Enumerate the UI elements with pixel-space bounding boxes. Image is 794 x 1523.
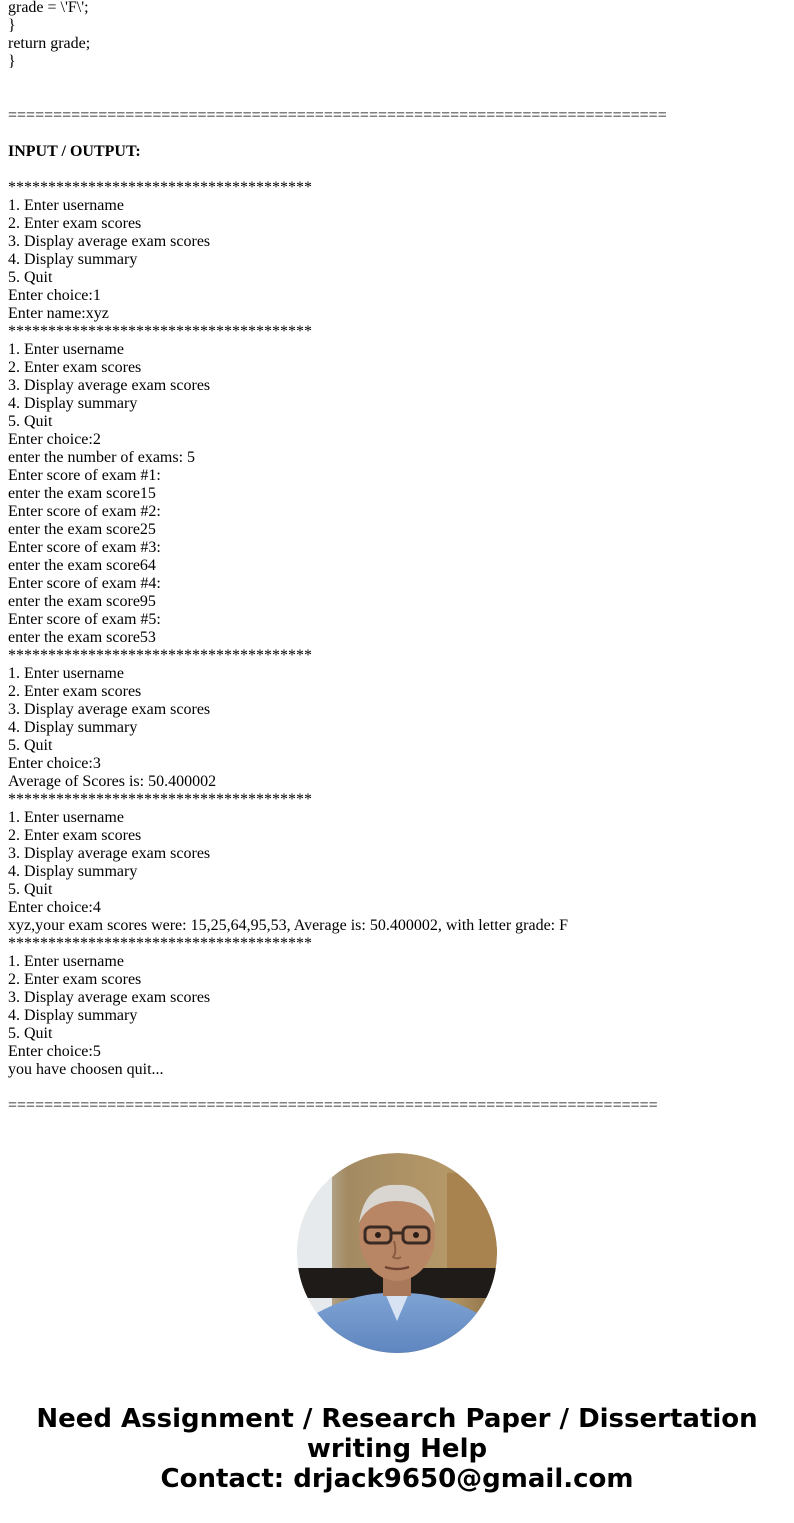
cta-contact: Contact: drjack9650@gmail.com	[160, 1464, 634, 1494]
menu-option: 4. Display summary	[8, 395, 138, 412]
console-line: Enter choice:2	[8, 431, 101, 448]
menu-option: 2. Enter exam scores	[8, 683, 142, 700]
console-transcript	[8, 179, 788, 1079]
console-line: Enter score of exam #5:	[8, 611, 161, 628]
menu-option: 3. Display average exam scores	[8, 845, 211, 862]
stars-divider: **************************************	[8, 323, 312, 340]
menu-option: 2. Enter exam scores	[8, 359, 142, 376]
cta-line-1: Need Assignment / Research Paper / Dissertation	[36, 1404, 758, 1434]
menu-option: 4. Display summary	[8, 719, 138, 736]
menu-option: 5. Quit	[8, 413, 53, 430]
stars-divider: **************************************	[8, 647, 312, 664]
menu-option: 3. Display average exam scores	[8, 701, 211, 718]
console-line: enter the exam score53	[8, 629, 156, 646]
console-line: Enter choice:3	[8, 755, 101, 772]
menu-option: 4. Display summary	[8, 1007, 138, 1024]
code-line: }	[8, 53, 16, 70]
console-line: enter the exam score15	[8, 485, 156, 502]
menu-option: 5. Quit	[8, 737, 53, 754]
menu-option: 5. Quit	[8, 881, 53, 898]
console-line: Enter name:xyz	[8, 305, 109, 322]
session-block	[8, 935, 788, 1079]
menu-option: 2. Enter exam scores	[8, 215, 142, 232]
session-block	[8, 179, 788, 323]
menu-option: 3. Display average exam scores	[8, 989, 211, 1006]
console-line: enter the exam score95	[8, 593, 156, 610]
code-line: grade = \'F\';	[8, 0, 89, 16]
menu-option: 2. Enter exam scores	[8, 827, 142, 844]
menu-option: 3. Display average exam scores	[8, 233, 211, 250]
console-line: Enter score of exam #2:	[8, 503, 161, 520]
code-line: }	[8, 17, 16, 34]
menu-option: 4. Display summary	[8, 251, 138, 268]
code-tail	[8, 0, 788, 71]
console-line: Average of Scores is: 50.400002	[8, 773, 217, 790]
stars-divider: **************************************	[8, 179, 312, 196]
menu-option: 1. Enter username	[8, 197, 124, 214]
console-line: Enter score of exam #1:	[8, 467, 161, 484]
console-line: Enter choice:1	[8, 287, 101, 304]
menu-option: 4. Display summary	[8, 863, 138, 880]
call-to-action	[0, 1404, 794, 1494]
console-line: Enter score of exam #3:	[8, 539, 161, 556]
menu-option: 1. Enter username	[8, 953, 124, 970]
document-body	[8, 0, 788, 1115]
console-line: xyz,your exam scores were: 15,25,64,95,53, Average is: 50.400002, with letter grade: F	[8, 917, 569, 934]
menu-option: 2. Enter exam scores	[8, 971, 142, 988]
session-block	[8, 323, 788, 647]
stars-divider: **************************************	[8, 791, 312, 808]
console-line: Enter choice:5	[8, 1043, 101, 1060]
cta-line-2: writing Help	[306, 1434, 488, 1464]
menu-option: 1. Enter username	[8, 665, 124, 682]
session-block	[8, 647, 788, 791]
console-line: Enter score of exam #4:	[8, 575, 161, 592]
io-heading: INPUT / OUTPUT:	[8, 143, 141, 160]
menu-option: 3. Display average exam scores	[8, 377, 211, 394]
stars-divider: **************************************	[8, 935, 312, 952]
console-line: enter the exam score25	[8, 521, 156, 538]
menu-option: 1. Enter username	[8, 809, 124, 826]
console-line: enter the number of exams: 5	[8, 449, 196, 466]
console-line: enter the exam score64	[8, 557, 156, 574]
console-line: Enter choice:4	[8, 899, 101, 916]
code-line: return grade;	[8, 35, 91, 52]
separator-bottom: ========================================================================	[8, 1097, 658, 1114]
session-block	[8, 791, 788, 935]
author-avatar	[297, 1153, 497, 1353]
menu-option: 1. Enter username	[8, 341, 124, 358]
menu-option: 5. Quit	[8, 1025, 53, 1042]
console-line: you have choosen quit...	[8, 1061, 164, 1078]
separator-top: =========================================================================	[8, 107, 667, 124]
menu-option: 5. Quit	[8, 269, 53, 286]
author-portrait-icon	[297, 1153, 497, 1353]
